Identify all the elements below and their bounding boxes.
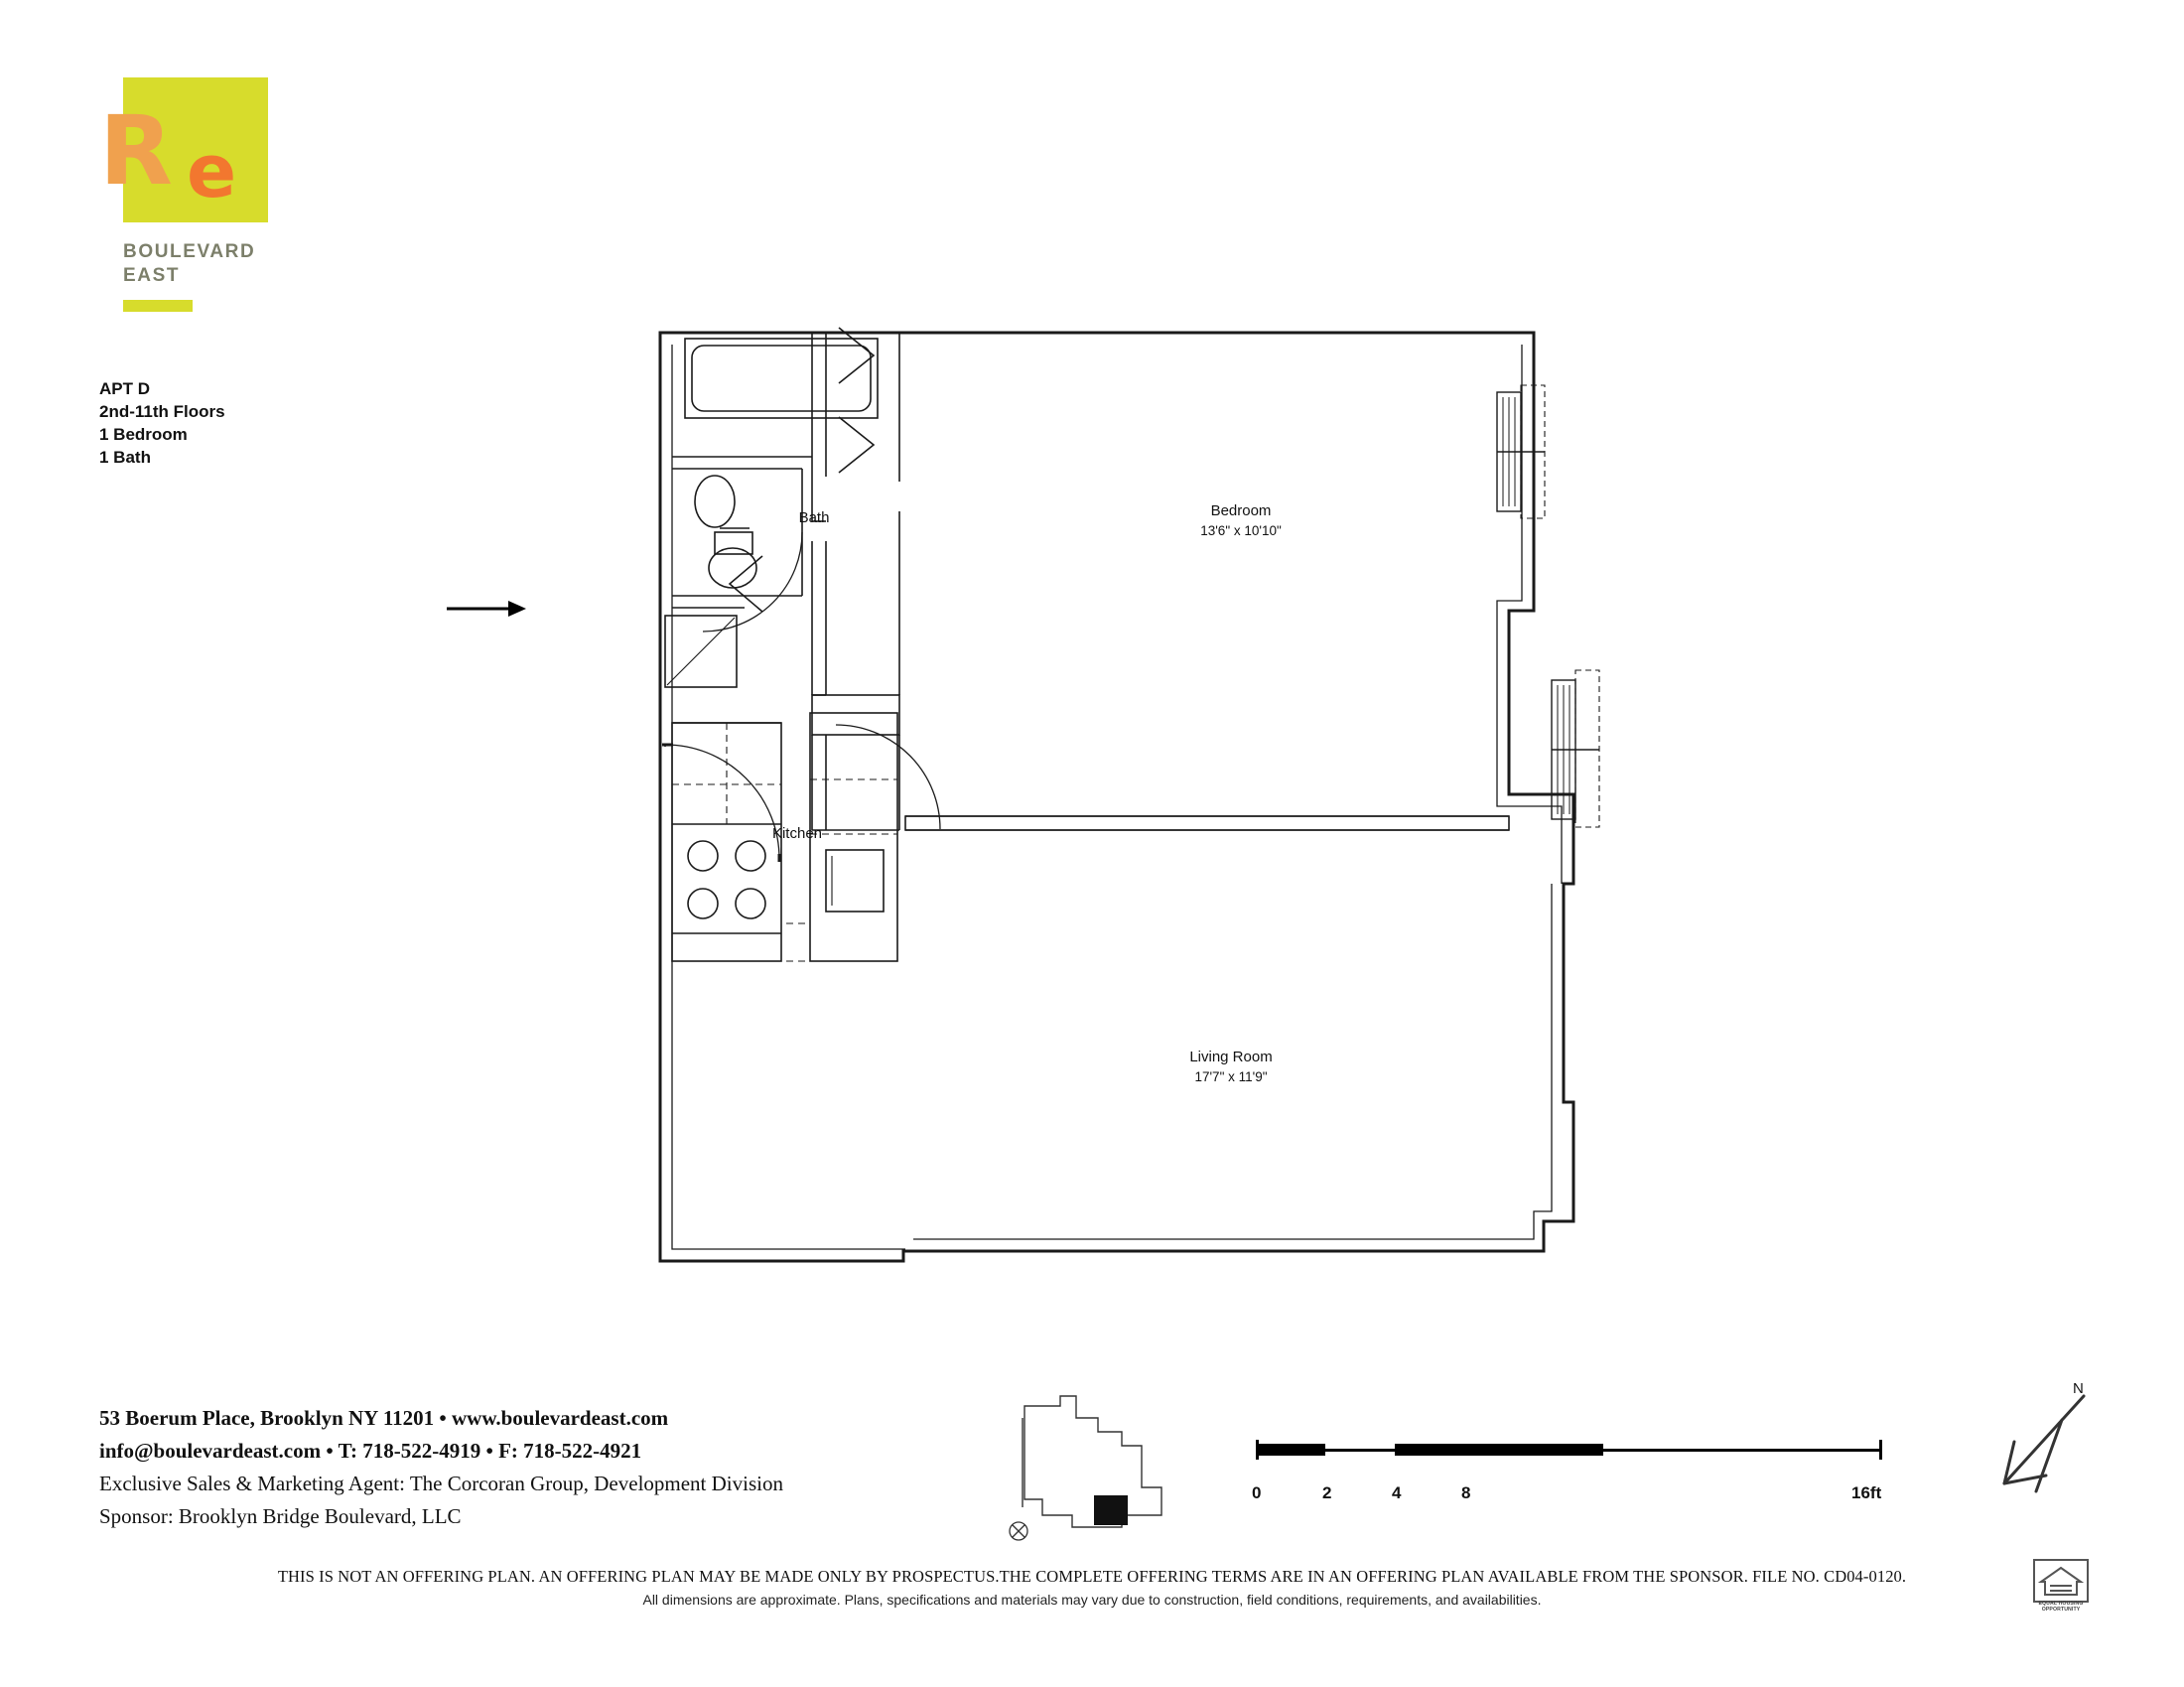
room-label-living-room: [1082, 1048, 1380, 1087]
bedroom-door-swing: [836, 725, 940, 829]
footer-agent-line: Exclusive Sales & Marketing Agent: The Corcoran Group, Development Division: [99, 1472, 783, 1495]
logo-letter-r: R: [99, 95, 170, 207]
logo-mark: [99, 77, 268, 286]
eho-house-icon: [2033, 1559, 2089, 1603]
closet-door-2: [839, 417, 874, 473]
room-name-kitchen: Kitchen: [771, 825, 823, 842]
scale-tick-16: 16ft: [1851, 1483, 1882, 1502]
room-label-bedroom: [1092, 501, 1390, 541]
room-dim-living-room: 17'7" x 11'9": [1194, 1069, 1268, 1084]
outer-wall-inner-left: [672, 345, 905, 1249]
scale-bar: [1252, 1422, 1901, 1511]
closet-door-1: [839, 328, 874, 383]
bedroom-window: [1497, 385, 1545, 518]
floorplan-drawing: [556, 298, 1747, 1291]
disclaimer-secondary: All dimensions are approximate. Plans, specifications and materials may vary due to construction, field conditions, requirements, and availabilities.: [642, 1592, 1542, 1608]
room-name-living-room: Living Room: [1189, 1049, 1273, 1065]
eho-caption-line1: EQUAL HOUSING: [2038, 1601, 2084, 1607]
north-arrow: [1980, 1380, 2110, 1509]
disclaimer-block: [0, 1567, 2184, 1608]
logo-letter-e: e: [187, 129, 237, 214]
scale-tick-0: 0: [1252, 1483, 1262, 1502]
apartment-baths: 1 Bath: [99, 448, 151, 467]
apartment-info: [99, 377, 225, 469]
north-arrow-icon: [1980, 1380, 2110, 1509]
key-plan-svg: [1003, 1388, 1221, 1547]
logo-wordmark-line2: EAST: [123, 265, 181, 286]
scale-bar-svg: [1256, 1422, 1901, 1481]
brand-logo-block: [99, 77, 357, 286]
north-label: N: [2073, 1380, 2084, 1397]
apartment-name: APT D: [99, 379, 150, 398]
scale-tick-4: 4: [1392, 1483, 1402, 1502]
footer-contact-block: [99, 1402, 993, 1533]
outer-wall-inner-right-bottom: [913, 1102, 1552, 1239]
key-plan: [1003, 1388, 1221, 1552]
footer-sponsor-line: Sponsor: Brooklyn Bridge Boulevard, LLC: [99, 1504, 462, 1528]
eho-caption-line2: OPPORTUNITY: [2041, 1607, 2081, 1613]
living-room-window: [1552, 670, 1599, 827]
wall-bedroom-south: [905, 816, 1509, 830]
room-name-bath: Bath: [798, 509, 830, 526]
eho-caption: [2033, 1601, 2089, 1613]
logo-wordmark-line1: BOULEVARD: [123, 241, 256, 262]
apartment-floors: 2nd-11th Floors: [99, 402, 225, 421]
scale-tick-8: 8: [1461, 1483, 1471, 1502]
disclaimer-primary: THIS IS NOT AN OFFERING PLAN. AN OFFERING PLAN MAY BE MADE ONLY BY PROSPECTUS.THE COMPLETE OFFERING TERMS ARE IN AN OFFERING PLAN AVAILABLE FROM THE SPONSOR. FILE NO. CD04-0120.: [277, 1567, 1907, 1586]
footer-address-line: 53 Boerum Place, Brooklyn NY 11201 • www.boulevardeast.com: [99, 1406, 669, 1430]
room-label-bath: [735, 508, 893, 528]
room-name-bedroom: Bedroom: [1210, 502, 1272, 519]
room-dim-bedroom: 13'6" x 10'10": [1200, 523, 1282, 538]
key-plan-unit-marker: [1094, 1495, 1128, 1525]
room-label-kitchen: [713, 824, 882, 844]
logo-accent-bar: [123, 300, 193, 312]
equal-housing-opportunity-icon: [2033, 1559, 2089, 1615]
footer-contact-line: info@boulevardeast.com • T: 718-522-4919 • F: 718-522-4921: [99, 1439, 642, 1463]
floorplan-svg: [556, 298, 1747, 1291]
scale-tick-2: 2: [1322, 1483, 1332, 1502]
outer-wall: [660, 333, 1573, 1261]
apartment-bedrooms: 1 Bedroom: [99, 425, 188, 444]
entry-arrow-icon: [447, 596, 526, 622]
kitchen-sink: [826, 850, 884, 912]
logo-wordmark: [123, 240, 255, 288]
